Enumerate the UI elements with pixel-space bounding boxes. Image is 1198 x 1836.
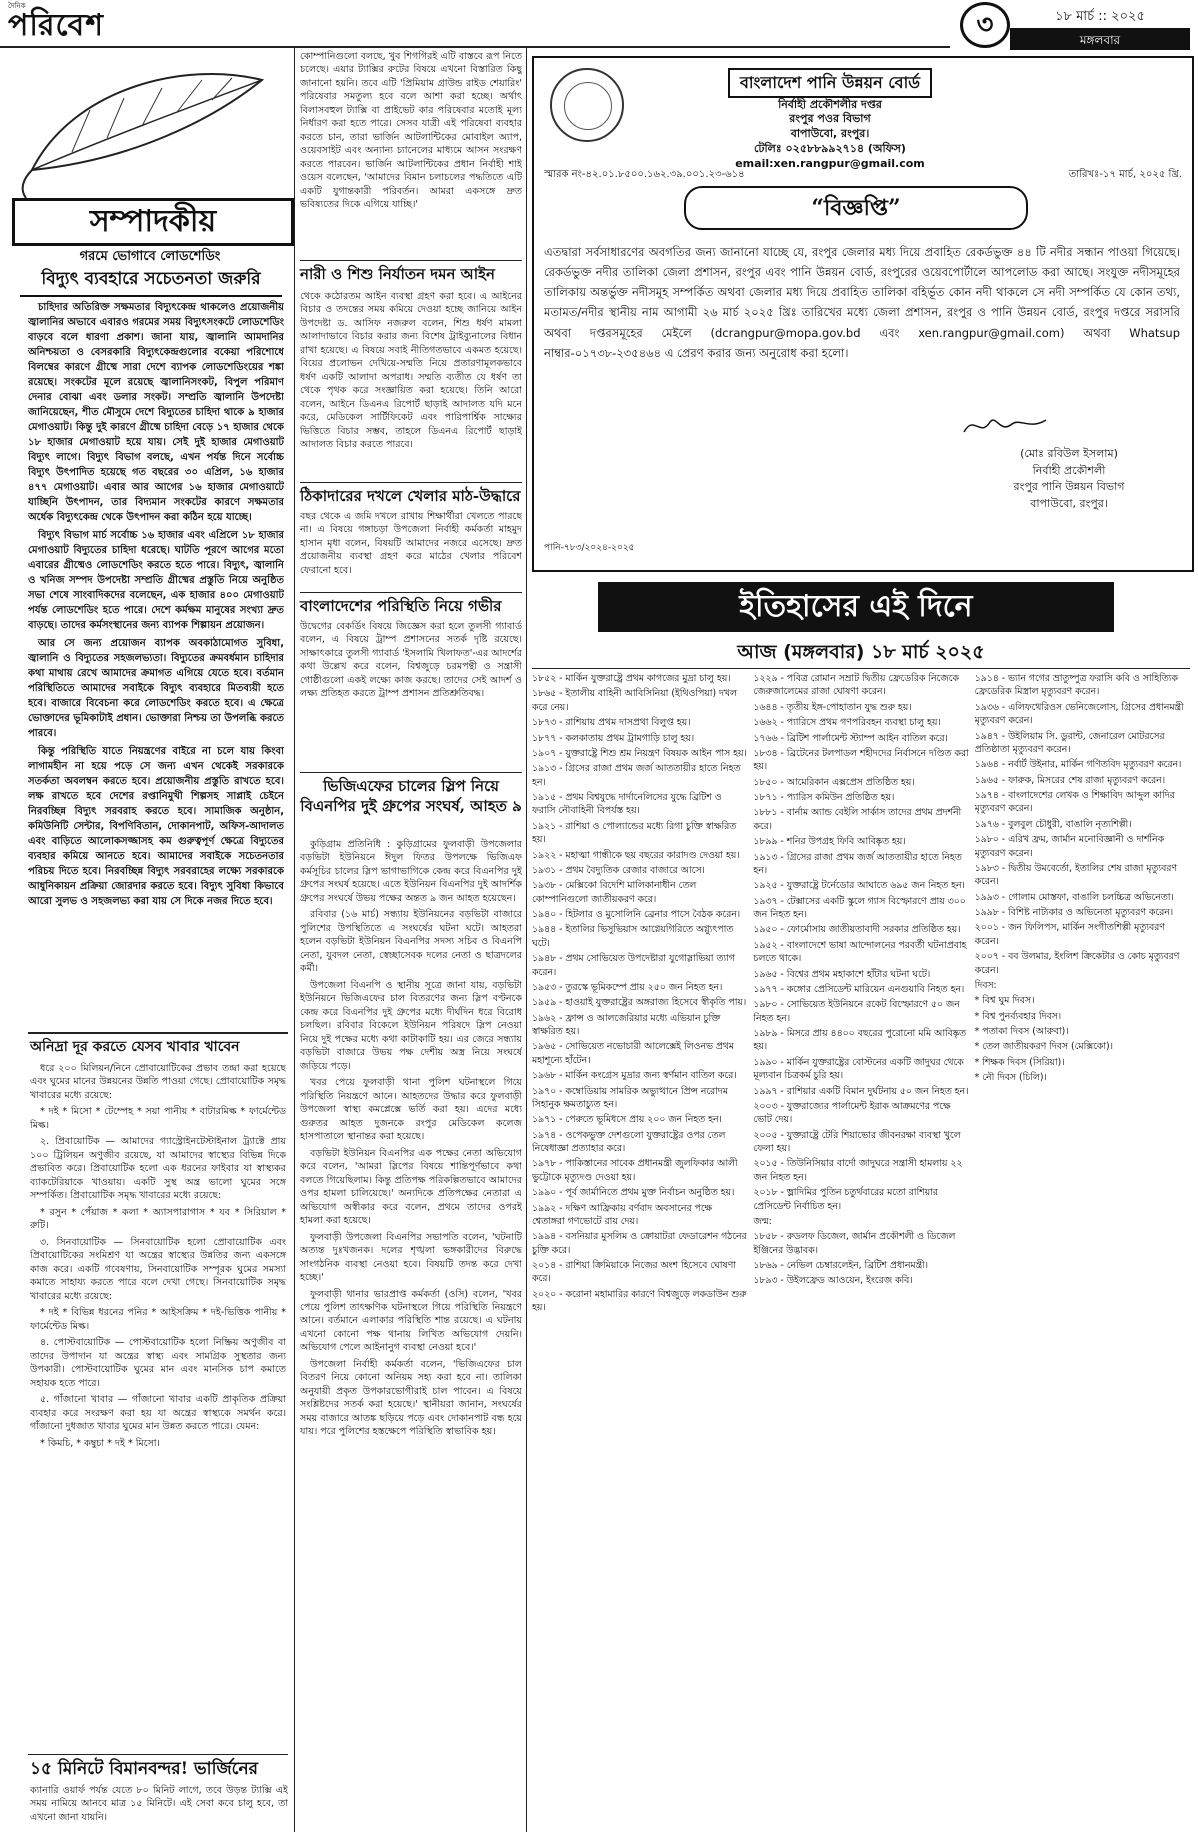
vgf-paragraph: উপজেলা বিএনপি ও স্থানীয় সূত্রে জানা যায়, বড়ভিটা ইউনিয়নে ভিজিএফের চাল বিতরণের জন্য স্লিপ বণ্টনকে কেন্দ্র করে বিএনপির দুই গ্রুপের মধ্যে দীর্ঘদিন ধরে বিরোধ চলছিল। রবিবার বিকেলে ইউনিয়ন পরিষদে স্লিপ নেওয়া নিয়ে দুই পক্ষের মধ্যে কথা কাটাকাটি হয়। এর জেরে সন্ধ্যায় বড়ভিটা বাজারে উভয় পক্ষ দেশীয় অস্ত্র নিয়ে সংঘর্ষে জড়িয়ে পড়ে। [300, 979, 522, 1072]
notice-org-title: বাংলাদেশ পানি উন্নয়ন বোর্ড [728, 68, 932, 98]
history-entry: ১৯৭৬ - বুলবুল চৌধুরী, বাঙালি নৃত্যশিল্পী। [974, 818, 1132, 830]
history-entry: জন্ম: [753, 1215, 772, 1227]
vgf-paragraph: বড়ভিটা ইউনিয়ন বিএনপির এক পক্ষের নেতা অভিযোগ করে বলেন, 'আমরা স্লিপের বিষয়ে শান্তিপূর্ণভাবে কথা বলতে গিয়েছিলাম। কিন্তু প্রতিপক্ষ পরিকল্পিতভাবে আমাদের ওপর হামলা চালিয়েছে।' অন্যদিকে প্রতিপক্ষের নেতারা এ অভিযোগ অস্বীকার করে বলেন, প্রথমে তাদের ওপরই হামলা করা হয়েছে। [300, 1147, 522, 1227]
history-entry: ১৯৩৮ - মেক্সিকো বিদেশি মালিকানাধীন তেল কোম্পানিগুলো জাতীয়করণ করে। [532, 880, 697, 905]
nari-body: থেকে কঠোরতম আইন ব্যবস্থা গ্রহণ করা হবে। এ আইনের বিচার ও তদন্তের সময় কমিয়ে দেওয়া হচ্ছে জানিয়ে আইন উপদেষ্টা ড. আসিফ নজরুল বলেন, শিশু ধর্ষণ মামলা আলাদাভাবে বিচার করার জন্য বিশেষ ট্রাইব্যুনালের বিধান রাখা হয়েছে। এ বিষয়ে সবাই নীতিগতভাবে একমত হয়েছে। বিয়ের প্রলোভন দেখিয়ে-সম্মতি নিয়ে প্রতারণামূলকভাবে ধর্ষণ একটি আলাদা অপরাধ। সম্মতি ব্যতীত যে ধর্ষণ তা থেকে পৃথক করে সংজ্ঞায়িত করা হয়েছে। তিনি আরো বলেন, আইনে ডিএনএ রিপোর্ট ছাড়াই আদালত যদি মনে করে, মেডিকেল সার্টিফিকেট এবং পারিপার্শ্বিক সাক্ষ্যের ভিত্তিতে বিচার সম্ভব, তাহলে ডিএনএ রিপোর্ট ছাড়াই আদালত বিচার করতে পারবে। [300, 291, 522, 451]
history-entry: ১৯৮৯ - মিসরে প্রায় ৪৪০০ বছরের পুরোনো মমি আবিষ্কৃত হয়। [753, 1028, 966, 1053]
history-entry: ১৯০৭ - যুক্তরাষ্ট্রে শিশু শ্রম নিয়ন্ত্রণ বিষয়ক আইন পাস হয়। [532, 747, 747, 759]
notice-date: তারিখঃ-১৭ মার্চ, ২০২৫ খ্রি. [1068, 169, 1182, 180]
history-entry: ২০১৫ - তিউনিসিয়ার বার্দো জাদুঘরে সন্ত্রাসী হামলায় ২২ জন নিহত হন। [753, 1158, 963, 1183]
notice-body: এতদ্বারা সর্বসাধারণের অবগতির জন্য জানানো যাচ্ছে যে, রংপুর জেলার মধ্য দিয়ে প্রবাহিত রেকর্ডভুক্ত ৪৪ টি নদীর সন্ধান পাওয়া গিয়েছে। রেকর্ডভুক্ত নদীর তালিকা জেলা প্রশাসন, রংপুর এবং পানি উন্নয়ন বোর্ড, রংপুরের ওয়েবপোর্টালে আপলোড করা আছে। সংযুক্ত নদীসমূহের তালিকায় অন্তর্ভুক্ত নদীসমূহ সম্পর্কিত অথবা জেলার মধ্য দিয়ে প্রবাহিত তালিকা বহির্ভূত কোন নদী থাকলে সে নদী সম্পর্কিত যে কোন তথ্য, মতামত/নদীর স্থানীয় নাম আগামী ২৬ মার্চ ২০২৫ খ্রিঃ তারিখের মধ্যে জেলা প্রশাসন, রংপুর ও পানি উন্নয়ন বোর্ড, রংপুর দপ্তরে সরাসরি অথবা দপ্তরসমূহের মেইলে (dcrangpur@mopa.gov.bd এবং xen.rangpur@gmail.com) অথবা Whatsup নাম্বার-০১৭৩৮-২৩৫৪৬৪ এ প্রেরণ করার জন্য অনুরোধ করা হলো। [544, 245, 1180, 360]
editorial-leaf-illustration [12, 50, 292, 200]
history-entry: ১৯৫৯ - হাওয়াই যুক্তরাষ্ট্রের অঙ্গরাজ্য হিসেবে স্বীকৃতি পায়। [532, 997, 747, 1009]
history-entry: ১৮৭১ - প্যারিস কমিউন প্রতিষ্ঠিত হয়। [753, 792, 895, 803]
history-entry: ১৯৭৪ - ওপেকভুক্ত দেশগুলো যুক্তরাষ্ট্রের ওপর তেল নিষেধাজ্ঞা প্রত্যাহার করে। [532, 1129, 726, 1154]
history-entry: ১৮৭৭ - কলকাতায় প্রথম ট্রামগাড়ি চালু হয়। [532, 732, 695, 744]
editorial-paragraph: কিন্তু পরিস্থিতি যাতে নিয়ন্ত্রণের বাইরে না চলে যায় কিংবা লাগামহীন না হয়ে পড়ে সে জন্য এখন থেকেই সরকারকে সতর্কতা অবলম্বন করতে হবে। প্রয়োজনীয় প্রস্তুতি রাখতে হবে। লক্ষ রাখতে হবে দেশের রপ্তানিমুখী শিল্পসহ সাপ্লাই চেইনে নিরবচ্ছিন্ন বিদ্যুৎ সরবরাহ করতে হবে। সামাজিক অনুষ্ঠান, কমিউনিটি সেন্টার, বিপণিবিতান, দোকানপাট, অফিস-আদালত এবং বাড়িতে আলোকসজ্জাসহ কম গুরুত্বপূর্ণ ক্ষেত্রে বিদ্যুতের ব্যবহার কমিয়ে আনতে হবে। আমাদের সবাইকে সচেতনতার পরিচয় দিতে হবে। নিরবচ্ছিন্ন বিদ্যুৎ সরবরাহের লক্ষ্যে সরকারকে আধুনিকায়ন প্রক্রিয়া জোরদার করতে হবে। বিদ্যুৎ সুবিধা কিভাবে আরো সুলভ ও সহজলভ্য করা যায় সে দিকে নজর দিতে হবে। [28, 746, 284, 907]
editorial-headline: বিদ্যুৎ ব্যবহারে সচেতনতা জরুরি [20, 268, 282, 297]
history-entry: ১৯৬৫ - ফারুক, মিসরের শেষ রাজা মৃত্যুবরণ করেন। [974, 774, 1166, 786]
thika-headline: ঠিকাদারের দখলে খেলার মাঠ-উদ্ধারে [300, 487, 521, 505]
food-paragraph: * রসুন * পেঁয়াজ * কলা * অ্যাসপারাগাস * যব * সিরিয়াল * রুটি। [30, 1206, 286, 1232]
history-entry: ১৯৭১ - পেরুতে ভূমিধসে প্রায় ২০০ জন নিহত হন। [532, 1114, 722, 1126]
section-logo: পরিবেশ [8, 8, 104, 43]
air-taxi-continuation: কোম্পানিগুলো বলছে, খুব শিগগিরই এটি বাস্তবে রূপ নিতে চলেছে। এয়ার ট্যাক্সির রুটের বিষয়ে এখনো বিস্তারিত কিছু জানানো হয়নি। তবে এটি 'প্রিমিয়াম গ্রাউন্ড রাইড শেয়ারিং' পরিষেবার সমতুল্য হবে বলে আশা করা হচ্ছে। অর্থাৎ বিলাসবহুল ট্যাক্সি বা প্রাইভেট কার পরিষেবার মতোই মূল্য নির্ধারণ করা হতে পারে। সেসব যাত্রী এই পরিষেবা ব্যবহার করতে চান, তারা ভার্জিন আটলান্টিকের মোবাইল অ্যাপ, ওয়েবসাইট এবং অন্যান্য চ্যানেলের মাধ্যমে আসন সংরক্ষণ করতে পারবেন। ভার্জিন আটলান্টিকের প্রধান নির্বাহী শাই ওয়েস বলেছেন, 'আমাদের বিমান চলাচলের পদ্ধতিতে এটি একটি যুগান্তকারী পরিবর্তন। আমরা একসঙ্গে দ্রুত ভবিষ্যতের দিকে এগিয়ে যাচ্ছি।' [300, 51, 522, 211]
history-entry: ১৮৯৩ - উইলফ্রেড আওয়েন, ইংরেজ কবি। [753, 1275, 913, 1287]
editorial-subhead: গরমে ভোগাবে লোডশেডিং [79, 249, 221, 264]
thika-body: বছর থেকে এ জমি দখলে রাখায় শিক্ষার্থীরা খেলতে পারছে না। এ বিষয়ে গঙ্গাচড়া উপজেলা নির্বাহী কর্মকর্তা মাহমুদ হাসান মৃধা বলেন, বিষয়টি আমাদের নজরে এসেছে। দ্রুত প্রয়োজনীয় ব্যবস্থা গ্রহণ করে মাঠের খেলার পরিবেশ ফেরানো হবে। [300, 511, 522, 576]
history-entry: ১৯৭৭ - কঙ্গোর প্রেসিডেন্ট মারিয়েন এনগুয়াবি নিহত হন। [753, 983, 965, 995]
history-entry: ১৮৫৮ - রুডলফ ডিজেল, জার্মান প্রকৌশলী ও ডিজেল ইঞ্জিনের উদ্ভাবক। [753, 1231, 956, 1256]
signer-designation: নির্বাহী প্রকৌশলী [1032, 463, 1106, 477]
history-entry: * শিক্ষক দিবস (সিরিয়া)। [974, 1056, 1065, 1068]
history-entry: * নৌ দিবস (চিলি)। [974, 1072, 1047, 1084]
history-entry: * বিশ্ব ঘুম দিবস। [974, 995, 1035, 1007]
history-entry: ১৯৪৭ - উইলিয়াম সি. ডুরান্ট, জেনারেল মোটরসের প্রতিষ্ঠাতা মৃত্যুবরণ করেন। [974, 730, 1165, 755]
history-entry: ১৯১৪ - ভ্যান গগের ভ্রাতুষ্পুত্র ফরাসি কবি ও সাহিত্যিক ফ্রেডেরিক মিস্ত্রাল মৃত্যুবরণ করেন। [974, 673, 1178, 698]
notice-title: “বিজ্ঞপ্তি” [684, 186, 1028, 230]
bwdb-seal-logo [550, 68, 624, 142]
history-entry: ১৮৫২ - মার্কিন যুক্তরাষ্ট্রে প্রথম কাগজের মুদ্রা চালু হয়। [532, 673, 731, 684]
history-entry: ১৯৬২ - ফ্রান্স ও আলজেরিয়ার মধ্যে এভিয়ান চুক্তি স্বাক্ষরিত হয়। [532, 1012, 721, 1037]
editorial-body [28, 300, 284, 1030]
food-paragraph: ২. প্রিবায়োটিক — আমাদের গ্যাস্ট্রোইনটেস্টাইনাল ট্র্যাক্টে প্রায় ১০০ ট্রিলিয়ন অণুজীব রয়েছে, যা আমাদের স্বাস্থ্যের বিভিন্ন দিকে প্রভাবিত করে। প্রিবায়োটিক হলো এক ধরনের ফাইবার যা স্বাস্থ্যকর ব্যাকটেরিয়াকে খাওয়ায়। একটি সুস্থ অন্ত্র ভালো ঘুমের সঙ্গে সম্পর্কিত। প্রিবায়োটিক সমৃদ্ধ খাবারের মধ্যে রয়েছে: [30, 1136, 286, 1202]
signer-office: রংপুর পানি উন্নয়ন বিভাগ [1013, 480, 1125, 493]
history-entry: ১৯৯০ - মার্কিন যুক্তরাষ্ট্রের বোস্টনের একটি জাদুঘর থেকে মূল্যবান চিত্রকর্ম চুরি হয়। [753, 1056, 964, 1082]
history-entry: ১২২৯ - পবিত্র রোমান সম্রাট দ্বিতীয় ফ্রেডেরিক নিজেকে জেরুজালেমের রাজা ঘোষণা করেন। [753, 673, 959, 698]
history-entry: ২০২০ - করোনা মহামারির কারণে বিশ্বজুড়ে লকডাউন শুরু হয়। [532, 1288, 747, 1314]
history-entry: ১৯২৫ - যুক্তরাষ্ট্রে টর্নেডোর আঘাতে ৬৯৫ জন নিহত হন। [753, 880, 965, 892]
vgf-headline: ভিজিএফের চালের স্লিপ নিয়ে বিএনপির দুই গ্রুপের সংঘর্ষ, আহত ৯ [300, 777, 522, 816]
history-entry: * পতাকা দিবস (আরুবা)। [974, 1026, 1069, 1037]
history-column-2 [753, 672, 968, 1832]
history-entry: ১৯৫৩ - তুরস্কে ভূমিকম্পে প্রায় ২৫০ জন নিহত হন। [532, 981, 723, 993]
history-entry: ১৬৪৪ - তৃতীয় ইঙ্গ-পোহাতান যুদ্ধ শুরু হয়। [753, 701, 912, 713]
history-entry: ১৯৭০ - কম্বোডিয়ায় সামরিক অভ্যুত্থানে প্রিন্স নরোদম সিহানুক ক্ষমতাচ্যুত হন। [532, 1085, 728, 1110]
history-entry: ২০০৭ - বব উলমার, ইংলিশ ক্রিকেটার ও কোচ মৃত্যুবরণ করেন। [974, 951, 1180, 976]
vgf-paragraph: ফুলবাড়ী থানার ভারপ্রাপ্ত কর্মকর্তা (ওসি) বলেন, 'খবর পেয়ে পুলিশ তাৎক্ষণিক ঘটনাস্থলে গিয়ে পরিস্থিতি নিয়ন্ত্রণে আনে। বর্তমানে এলাকার পরিস্থিতি শান্ত রয়েছে। এ ঘটনায় এখনো কোনো পক্ষ থানায় লিখিত অভিযোগ দেয়নি। অভিযোগ পেলে আইনানুগ ব্যবস্থা নেওয়া হবে।' [300, 1288, 522, 1354]
notice-signer [954, 446, 1184, 512]
history-entry: ১৯৯৮ - বিশিষ্ট নাট্যকার ও অভিনেতা মৃত্যুবরণ করেন। [974, 907, 1174, 918]
vgf-body [300, 838, 522, 1832]
signature-icon [960, 410, 1050, 440]
history-entry: * তেল জাতীয়করণ দিবস (মেক্সিকো)। [974, 1041, 1113, 1053]
history-entry: ২০০৩ - যুক্তরাজ্যের পার্লামেন্ট ইরাক আক্রমণের পক্ষে ভোট দেয়। [753, 1100, 951, 1126]
history-entry: ১৬৬২ - প্যারিসে প্রথম গণপরিবহন ব্যবস্থা চালু হয়। [753, 717, 941, 729]
history-subtitle: আজ (মঙ্গলবার) ১৮ মার্চ ২০২৫ [737, 641, 985, 663]
vgf-paragraph: ফুলবাড়ী উপজেলা বিএনপির সভাপতি বলেন, 'ঘটনাটি অত্যন্ত দুঃখজনক। দলের শৃঙ্খলা ভঙ্গকারীদের বিরুদ্ধে সাংগঠনিক ব্যবস্থা নেওয়া হবে। বিষয়টি তদন্ত করে দেখা হচ্ছে।' [300, 1231, 522, 1284]
notice-org-phone: টেলিঃ ০২৫৮৮৯৯২৭১৪ (অফিস) [754, 142, 906, 156]
issue-date: ১৮ মার্চ :: ২০২৫ [1010, 6, 1190, 30]
editorial-paragraph: বিদ্যুৎ বিভাগ মার্চ সর্বোচ্চ ১৬ হাজার এবং এপ্রিলে ১৮ হাজার মেগাওয়াট বিদ্যুতের চাহিদা ধরেছে। ঘাটতি পূরণে আগের মতো এবারের গ্রীষ্মেও লোডশেডিং করতে হতে পারে। বিদ্যুৎ, জ্বালানি ও খনিজ সম্পদ উপদেষ্টা সম্প্রতি গ্রীষ্মের প্রস্তুতি নিয়ে অনুষ্ঠিত সভা শেষে সাংবাদিকদের বলেছেন, এক হাজার ৪০০ মেগাওয়াট পর্যন্ত লোডশেডিং হতে পারে। দেশে কর্মক্ষম মানুষের সংখ্যা দ্রুত বাড়ছে। তাদের কর্মসংস্থানের জন্য ব্যাপক শিল্পায়ন প্রয়োজন। [28, 530, 284, 631]
vgf-paragraph: খবর পেয়ে ফুলবাড়ী থানা পুলিশ ঘটনাস্থলে গিয়ে পরিস্থিতি নিয়ন্ত্রণে আনে। আহতদের উদ্ধার করে ফুলবাড়ী উপজেলা স্বাস্থ্য কমপ্লেক্সে ভর্তি করা হয়। এদের মধ্যে গুরুতর আহত দুজনকে রংপুর মেডিকেল কলেজ হাসপাতালে স্থানান্তর করা হয়েছে। [300, 1077, 522, 1143]
food-paragraph: ধরে ২০০ মিলিয়ন/নিনে প্রোবায়োটিকের প্রভাব তন্দ্রা করা হয়েছে এবং ঘুমের মানের উন্নয়নের উন্নতি পাওয়া গেছে। প্রোবায়োটিক সমৃদ্ধ খাবারের মধ্যে রয়েছে: [30, 1063, 286, 1101]
vgf-paragraph: উপজেলা নির্বাহী কর্মকর্তা বলেন, 'ভিজিএফের চাল বিতরণ নিয়ে কোনো অনিয়ম সহ্য করা হবে না। তালিকা অনুযায়ী প্রকৃত উপকারভোগীরাই চাল পাবেন। এ বিষয়ে সংশ্লিষ্টদের সতর্ক করা হয়েছে।' স্থানীয়রা জানান, সংঘর্ষের সময় বাজারে আতঙ্ক ছড়িয়ে পড়ে এবং দোকানপাট বন্ধ হয়ে যায়। পরে পুলিশের হস্তক্ষেপে পরিস্থিতি স্বাভাবিক হয়। [300, 1358, 522, 1438]
history-entry: ১৯১৫ - প্রথম বিশ্বযুদ্ধে দার্দানেলিসের যুদ্ধে ব্রিটিশ ও ফরাসি নৌবাহিনী বিপর্যস্ত হয়। [532, 792, 722, 817]
history-entry: ১৯৬৮ - মার্কিন কংগ্রেস মুদ্রার জন্য স্বর্ণমান বাতিল করে। [532, 1070, 737, 1082]
history-entry: ২০০১ - জন ফিলিপস, মার্কিন সংগীতশিল্পী মৃত্যুবরণ করেন। [974, 922, 1165, 947]
history-entry: ১৮৩৪ - ব্রিটেনের টলপাডল শহীদদের নির্বাসনে দণ্ডিত করা হয়। [753, 747, 969, 773]
history-entry: ১৯৬৫ - সোভিয়েত নভোচারী আলেক্সেই লিওনভ প্রথম মহাশূন্যে হাঁটেন। [532, 1041, 734, 1066]
history-entry: ১৯৭৪ - বাংলাদেশের লেখক ও শিক্ষাবিদ আব্দুল কাদির মৃত্যুবরণ করেন। [974, 790, 1175, 815]
food-article-headline: অনিদ্রা দূর করতে যেসব খাবার খাবেন [30, 1039, 240, 1055]
vgf-paragraph: রবিবার (১৬ মার্চ) সন্ধ্যায় ইউনিয়নের বড়ভিটা বাজারে পুলিশের উপস্থিতিতে এ সংঘর্ষের ঘটনা ঘটে। আহতরা হলেন বড়ভিটা ইউনিয়ন বিএনপির সদস্য সচিব ও বিএনপি নেতা, যুবদল নেতা, স্বেচ্ছাসেবক দলের নেতা ও ছাত্রদলের কর্মী। [300, 909, 522, 975]
airport-article-headline: ১৫ মিনিটে বিমানবন্দর! ভার্জিনের [30, 1759, 258, 1779]
history-entry: ১৯৪৪ - ইতালির ভিসুভিয়াস আগ্নেয়গিরিতে অগ্ন্যুৎপাত ঘটে। [532, 924, 734, 949]
history-entry: ১৯৯৭ - রাশিয়ার একটি বিমান দুর্ঘটনায় ৫০ জন নিহত হন। [753, 1085, 969, 1097]
history-entry: ১৯৮৩ - দ্বিতীয় উমবের্তো, ইতালির শেষ রাজা মৃত্যুবরণ করেন। [974, 862, 1177, 888]
history-entry: ১৯৫০ - ফোর্মোসায় জাতীয়তাবাদী সরকার প্রতিষ্ঠিত হয়। [753, 924, 961, 936]
history-entry: ১৯৭৮ - পাকিস্তানের সাবেক প্রধানমন্ত্রী জুলফিকার আলী ভুট্টোকে মৃত্যুদণ্ড দেওয়া হয়। [532, 1158, 738, 1183]
history-entry: ১৯৩৬ - এলিফথেরিওস ভেনিজেলোস, গ্রিসের প্রধানমন্ত্রী মৃত্যুবরণ করেন। [974, 701, 1184, 727]
notice-reference: পানি-৭৮৩/২০২৪-২০২৫ [544, 543, 635, 553]
history-entry: দিবস: [974, 979, 997, 991]
food-paragraph: * দই * বিভিন্ন ধরনের পনির * আইসক্রিম * দই-ভিত্তিক পানীয় * ফার্মেন্টেড মিল্ক। [30, 1307, 286, 1332]
food-paragraph: ৪. পোস্টবায়োটিক — পোস্টবায়োটিক হলো নিষ্ক্রিয় অণুজীব বা তাদের উপাদান যা অন্ত্রের স্বাস্থ্য এবং সামগ্রিক সুস্থতার জন্য উপকারী। পোস্টবায়োটিক ঘুমের মান এবং মানসিক চাপ কমাতে সহায়ক হতে পারে। [30, 1337, 286, 1389]
history-column-1 [532, 672, 747, 1832]
history-entry: ১৯৯৩ - গোলাম মোস্তফা, বাঙালি চলচ্চিত্র অভিনেতা। [974, 891, 1174, 903]
history-entry: ১৯৯৪ - বসনিয়ার মুসলিম ও ক্রোয়াটরা ফেডারেশন গঠনের চুক্তি করে। [532, 1231, 747, 1256]
history-entry: ১৯২২ - মহাত্মা গান্ধীকে ছয় বছরের কারাদণ্ড দেওয়া হয়। [532, 849, 740, 861]
history-entry: ১৮৮১ - বার্নাম অ্যান্ড বেইলি সার্কাস তাদের প্রথম প্রদর্শনী করে। [753, 807, 962, 832]
history-columns [532, 672, 1190, 1832]
history-entry: ১৯১৩ - গ্রিসের রাজা প্রথম জর্জ আততায়ীর হাতে নিহত হন। [532, 763, 741, 788]
notice-memo-number: স্মারক নং-৪২.০১.৮৫০০.১৬২.৩৯.০০১.২৩-৬১৪ [544, 169, 745, 180]
history-entry: ১৮৬৯ - নেভিল চেম্বারলেইন, ব্রিটিশ প্রধানমন্ত্রী। [753, 1260, 929, 1271]
notice-org-line: রংপুর পওর বিভাগ [789, 112, 871, 126]
history-entry: ২০০৫ - যুক্তরাষ্ট্রে টেরি শিয়াভোর জীবনরক্ষা ব্যবস্থা খুলে ফেলা হয়। [753, 1129, 961, 1154]
history-entry: ১৮৬৫ - ইতালীয় বাহিনী আবিসিনিয়া (ইথিওপিয়া) দখল করে নেয়। [532, 688, 737, 713]
notice-org-email: email:xen.rangpur@gmail.com [735, 156, 925, 170]
food-paragraph: ৫. গাঁজানো খাবার — গাঁজানো খাবার একটি প্রাকৃতিক প্রক্রিয়া ব্যবহার করে সংরক্ষণ করা হয় যা অন্ত্রের স্বাস্থ্যকে সমর্থন করে। গাঁজানো দুধজাত খাবার ঘুমের মান উন্নত করতে পারে। যেমন: [30, 1394, 286, 1433]
signer-name: (মোঃ রবিউল ইসলাম) [1020, 447, 1118, 460]
editorial-label: সম্পাদকীয় [12, 198, 294, 246]
history-entry: ১৯৬৫ - বিশ্বের প্রথম মহাকাশে হাঁটার ঘটনা ঘটে। [753, 968, 931, 980]
history-entry: ১৯৮০ - সোভিয়েত ইউনিয়নে রকেট বিস্ফোরণে ৫০ জন নিহত হন। [753, 999, 960, 1024]
history-entry: ১৯৩৭ - টেক্সাসের একটি স্কুলে গ্যাস বিস্ফোরণে প্রায় ৩০০ জন নিহত হন। [753, 895, 966, 920]
history-entry: ২০১৪ - রাশিয়া ক্রিমিয়াকে নিজের অংশ হিসেবে ঘোষণা করে। [532, 1260, 736, 1285]
food-article-body [30, 1062, 286, 1752]
history-entry: ১৮৭৩ - রাশিয়ায় প্রথম দাসপ্রথা বিলুপ্ত হয়। [532, 717, 691, 729]
history-entry: ১৯২১ - রাশিয়া ও পোল্যান্ডের মধ্যে রিগা চুক্তি স্বাক্ষরিত হয়। [532, 820, 737, 846]
history-banner: ইতিহাসের এই দিনে [598, 582, 1114, 632]
history-entry: ২০১৮ - ভ্লাদিমির পুতিন চতুর্থবারের মতো রাশিয়ার প্রেসিডেন্ট নির্বাচিত হন। [753, 1187, 938, 1212]
signer-location: বাপাউবো, রংপুর। [1030, 496, 1108, 510]
bd-situation-headline: বাংলাদেশের পরিস্থিতি নিয়ে গভীর [300, 597, 502, 615]
page-number: ৩ [960, 2, 1010, 48]
history-entry: ১৯৪৮ - প্রথম সোভিয়েত উপদেষ্টারা যুগোস্লাভিয়া ত্যাগ করেন। [532, 953, 735, 978]
history-entry: ১৯১৩ - গ্রিসের রাজা প্রথম জর্জ আততায়ীর হাতে নিহত হন। [753, 851, 962, 876]
food-paragraph: * দই * মিসো * টেম্পেহ * সয়া পানীয় * বাটারমিল্ক * ফার্মেন্টেড মিল্ক। [30, 1106, 286, 1131]
history-entry: ১৯৫২ - বাংলাদেশে ভাষা আন্দোলনের পরবর্তী ঘটনাপ্রবাহ চলতে থাকে। [753, 939, 967, 965]
history-entry: ১৭৬৬ - ব্রিটিশ পার্লামেন্ট স্ট্যাম্প আইন বাতিল করে। [753, 732, 948, 744]
editorial-paragraph: আর সে জন্য প্রয়োজন ব্যাপক অবকাঠামোগত সুবিধা, জ্বালানি ও বিদ্যুতের সহজলভ্যতা। বিদ্যুতের ক্রমবর্ধমান চাহিদার কথা মাথায় রেখে আমাদের ক্রমাগত এগিয়ে যেতে হবে। বর্তমান পরিস্থিতিতে আমাদের সবাইকে বিদ্যুৎ ব্যবহারে মিতব্যয়ী হতে হবে। বাজারে বিবেচনা করে লোডশেডিং করতে হবে। এ ক্ষেত্রে ভোক্তাদের ভূমিকাটাই প্রধান। ভোক্তারা নিশ্চয় তা উপলব্ধি করতে পারবে। [28, 638, 284, 739]
notice-org-line: নির্বাহী প্রকৌশলীর দপ্তর [778, 97, 882, 111]
history-entry: ১৮৫০ - আমেরিকান এক্সপ্রেস প্রতিষ্ঠিত হয়। [753, 776, 915, 788]
airport-article-body: ক্যানারি ওয়ার্ফ পর্যন্ত যেতে ৮০ মিনিট লাগে, তবে উড়ন্ত ট্যাক্সি এই সময় নামিয়ে আনবে মাত্র ১৫ মিনিটে। এই সেবা কবে চালু হবে, তা এখনো জানা যায়নি। [30, 1785, 288, 1823]
notice-organization [630, 68, 1030, 172]
issue-day: মঙ্গলবার [1010, 30, 1190, 50]
food-paragraph: ৩. সিনবায়োটিক — সিনবায়োটিক হলো প্রোবায়োটিক এবং প্রিবায়োটিকের সংমিশ্রণ যা অন্ত্রের স্বাস্থ্যের উন্নতির জন্য একসঙ্গে কাজ করে। একটি গবেষণায়, সিনবায়োটিক সম্পূরক ঘুমের সমস্যা কমাতে সাহায্য করতে পারে বলে দেখা গেছে। সিনবায়োটিক সমৃদ্ধ খাবারের মধ্যে রয়েছে: [30, 1236, 286, 1302]
food-paragraph: * কিমচি, * কম্বুচা * দই * মিসো। [40, 1437, 160, 1449]
notice-org-line: বাপাউবো, রংপুর। [790, 127, 870, 141]
history-entry: ১৯৮০ - এরিখ ফ্রম, জার্মান মনোবিজ্ঞানী ও দার্শনিক মৃত্যুবরণ করেন। [974, 834, 1165, 859]
history-entry: ১৯৩১ - প্রথম বৈদ্যুতিক রেজার বাজারে আসে। [532, 864, 705, 876]
history-entry: ১৯৪০ - হিটলার ও মুসোলিনি ব্রেনার পাসে বৈঠক করেন। [532, 909, 741, 920]
bd-situation-body: উদ্বেগের বেকর্ডিং বিষয়ে জিজ্ঞেস করা হলে তুলসী গ্যাবার্ড বলেন, এ বিষয়ে ট্রাম্প প্রশাসনের সতর্ক দৃষ্টি রয়েছে। সাক্ষাৎকারে তুলসী গ্যাবার্ড 'ইসলামি খিলাফত'-এর আদর্শের কথা উল্লেখ করে বলেন, বিশ্বজুড়ে চরমপন্থী ও সন্ত্রাসী গোষ্ঠীগুলো একই লক্ষ্যে কাজ করছে। তাদের সেই আদর্শ ও লক্ষ্য প্রতিহত করতে ট্রাম্প প্রশাসন প্রতিশ্রুতিবদ্ধ। [300, 621, 522, 700]
editorial-paragraph: চাহিদার অতিরিক্ত সক্ষমতার বিদ্যুৎকেন্দ্র থাকলেও প্রয়োজনীয় জ্বালানির অভাবে এবারও গরমের সময় বিদ্যুৎসংকটে লোডশেডিং বাড়বে বলে ধারণা প্রকাশ। জানা যায়, জ্বালানি আমদানির অনিশ্চয়তা ও বেসরকারি বিদ্যুৎকেন্দ্রগুলোর বকেয়া পরিশোধে বিলম্বের কারণে গ্রীষ্মে সারা দেশে ব্যাপক লোডশেডিংয়ের শঙ্কা রয়েছে। সংকটের মূলে রয়েছে জ্বালানিসংকট, বিপুল পরিমাণ দেনার বোঝা এবং ডলার সংকট। সম্প্রতি জ্বালানি উপদেষ্টা জানিয়েছেন, শীত মৌসুমে দেশে বিদ্যুতের চাহিদা থাকে ৯ হাজার মেগাওয়াট। কিন্তু দুই কারণে গ্রীষ্মে চাহিদা বেড়ে ১৭ হাজার থেকে ১৮ হাজার মেগাওয়াট হয়ে যায়। সেই দুই হাজার মেগাওয়াট বিদ্যুৎ লাগে। বিদ্যুৎ বিভাগ বলছে, এখন পর্যন্ত দিনে সর্বোচ্চ বিদ্যুৎ উৎপাদিত হয়েছে গত বছরের ৩০ এপ্রিল, ১৬ হাজার ৪৭৭ মেগাওয়াট। এবার আর আগের ১৬ হাজার মেগাওয়াটে যাচ্ছিনি উৎপাদন, তার বিদ্যমান সংকটের কারণে সক্ষমতার অর্ধেক বিদ্যুৎকেন্দ্র থেকে উৎপাদন করা কঠিন হয়ে যাচ্ছে। [28, 302, 284, 523]
nari-headline: নারী ও শিশু নির্যাতন দমন আইন [300, 265, 495, 283]
history-entry: ১৯৯২ - দক্ষিণ আফ্রিকায় বর্ণবাদ অবসানের পক্ষে শ্বেতাঙ্গরা গণভোটে রায় দেয়। [532, 1202, 713, 1227]
masthead-small: দৈনিক [8, 2, 26, 10]
history-column-3 [975, 672, 1190, 1832]
history-entry: ১৯৬৪ - নর্বার্ট উইনার, মার্কিন গণিতবিদ মৃত্যুবরণ করেন। [974, 759, 1182, 771]
vgf-paragraph: কুড়িগ্রাম প্রতিনিধি : কুড়িগ্রামের ফুলবাড়ী উপজেলার বড়ভিটা ইউনিয়নে ঈদুল ফিতর উপলক্ষে ভিজিএফ কর্মসূচির চালের স্লিপ ভাগাভাগিকে কেন্দ্র করে বিএনপির দুই গ্রুপের সংঘর্ষ হয়েছে। এতে ইউনিয়ন বিএনপির দুই আদর্শিক গ্রুপের সংঘর্ষে উভয় পক্ষের অন্তত ৯ জন আহত হয়েছেন। [300, 839, 522, 904]
history-entry: ১৮৯৯ - শনির উপগ্রহ ফিবি আবিষ্কৃত হয়। [753, 836, 906, 848]
history-entry: * বিশ্ব পুনর্ব্যবহার দিবস। [974, 1010, 1062, 1022]
history-entry: ১৯৯০ - পূর্ব জার্মানিতে প্রথম মুক্ত নির্বাচন অনুষ্ঠিত হয়। [532, 1187, 735, 1199]
government-notice [532, 56, 1194, 572]
